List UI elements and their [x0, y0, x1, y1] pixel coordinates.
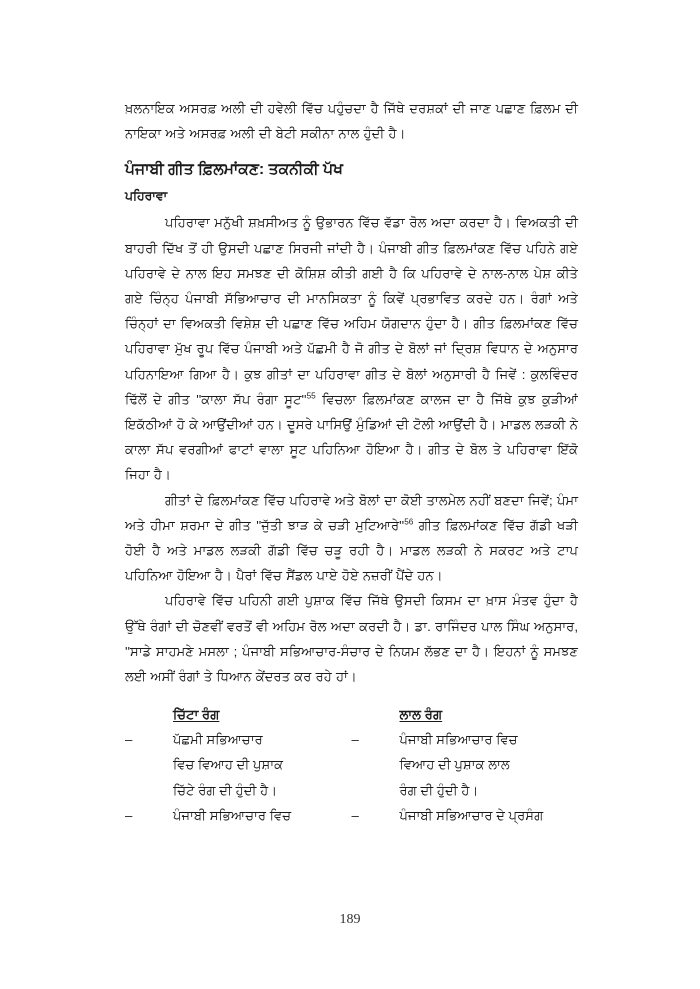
opening-paragraph: ਖ਼ਲਨਾਇਕ ਅਸਰਫ਼ ਅਲੀ ਦੀ ਹਵੇਲੀ ਵਿੱਚ ਪਹੁੰਚਦਾ ਹੈ ਜਿੱਥੇ ਦਰਸ਼ਕਾਂ ਦੀ ਜਾਣ ਪਛਾਣ ਫ਼ਿਲਮ ਦੀ ਨਾਇਕਾ ਅਤੇ ਅਸਰਫ਼ ਅਲੀ ਦੀ ਬੇਟੀ ਸਕੀਨਾ ਨਾਲ ਹੁੰਦੀ ਹੈ। — [125, 101, 578, 142]
comparison-header-row — [125, 703, 578, 727]
list-item-red-1 — [352, 727, 579, 803]
footnote-marker-55: 55 — [306, 391, 316, 401]
bullet-dash: – — [125, 732, 133, 748]
page-content — [125, 96, 578, 828]
section-subheading: ਪਹਿਰਾਵਾ — [125, 189, 168, 204]
list-line: ਵਿਆਹ ਦੀ ਪੁਸ਼ਾਕ ਲਾਲ — [399, 757, 510, 773]
paragraph-1-text-a: ਪਹਿਰਾਵਾ ਮਨੁੱਖੀ ਸ਼ਖ਼ਸੀਅਤ ਨੂੰ ਉਭਾਰਨ ਵਿੱਚ ਵੱਡਾ ਰੋਲ ਅਦਾ ਕਰਦਾ ਹੈ। ਵਿਅਕਤੀ ਦੀ ਬਾਹਰੀ ਦਿੱਖ ਤੋਂ ਹੀ ਉਸਦੀ ਪਛਾਣ ਸਿਰਜੀ ਜਾਂਦੀ ਹੈ। ਪੰਜਾਬੀ ਗੀਤ ਫ਼ਿਲਮਾਂਕਣ ਵਿੱਚ ਪਹਿਨੇ ਗਏ ਪਹਿਰਾਵੇ ਦੇ ਨਾਲ ਇਹ ਸਮਝਣ ਦੀ ਕੋਸ਼ਿਸ਼ ਕੀਤੀ ਗਈ ਹੈ ਕਿ ਪਹਿਰਾਵੇ ਦੇ ਨਾਲ-ਨਾਲ ਪੇਸ਼ ਕੀਤੇ ਗਏ ਚਿੰਨ੍ਹ ਪੰਜਾਬੀ ਸੱਭਿਆਚਾਰ ਦੀ ਮਾਨਸਿਕਤਾ ਨੂੰ ਕਿਵੇਂ ਪ੍ਰਭਾਵਿਤ ਕਰਦੇ ਹਨ। ਰੰਗਾਂ ਅਤੇ ਚਿੰਨ੍ਹਾਂ ਦਾ ਵਿਅਕਤੀ ਵਿਸ਼ੇਸ਼ ਦੀ ਪਛਾਣ ਵਿੱਚ ਅਹਿਮ ਯੋਗਦਾਨ ਹੁੰਦਾ ਹੈ। ਗੀਤ ਫ਼ਿਲਮਾਂਕਣ ਵਿੱਚ ਪਹਿਰਾਵਾ ਮੁੱਖ ਰੂਪ ਵਿੱਚ ਪੰਜਾਬੀ ਅਤੇ ਪੱਛਮੀ ਹੈ ਜੋ ਗੀਤ ਦੇ ਬੋਲਾਂ ਜਾਂ ਦ੍ਰਿਸ਼ ਵਿਧਾਨ ਦੇ ਅਨੁਸਾਰ ਪਹਿਨਾਇਆ ਗਿਆ ਹੈ। ਕੁਝ ਗੀਤਾਂ ਦਾ ਪਹਿਰਾਵਾ ਗੀਤ ਦੇ ਬੋਲਾਂ ਅਨੁਸਾਰੀ ਹੈ ਜਿਵੇਂ : ਕੁਲਵਿੰਦਰ ਢਿੱਲੋਂ ਦੇ ਗੀਤ ''ਕਾਲਾ ਸੱਪ ਰੰਗਾ ਸੂਟ'' — [125, 215, 578, 407]
color-comparison-table — [125, 703, 578, 828]
footnote-marker-56: 56 — [404, 517, 414, 527]
bullet-dash: – — [351, 807, 359, 823]
list-item-white-1-text — [173, 727, 352, 803]
list-item-white-1 — [125, 727, 352, 803]
body-paragraph-1 — [125, 210, 578, 487]
list-item-red-2-text — [400, 803, 579, 828]
paragraph-2-text-a: ਗੀਤਾਂ ਦੇ ਫ਼ਿਲਮਾਂਕਣ ਵਿੱਚ ਪਹਿਰਾਵੇ ਅਤੇ ਬੋਲਾਂ ਦਾ ਕੋਈ ਤਾਲਮੇਲ ਨਹੀਂ ਬਣਦਾ ਜਿਵੇਂ; ਪੰਮਾ ਅਤੇ ਹੀਮਾ ਸ਼ਰਮਾ ਦੇ ਗੀਤ ''ਜੁੱਤੀ ਝਾੜ ਕੇ ਚੜੀ ਮੁਟਿਆਰੇ'' — [125, 492, 578, 533]
body-paragraph-2 — [125, 488, 578, 589]
page-number: 189 — [339, 912, 361, 927]
list-line: ਪੰਜਾਬੀ ਸਭਿਆਚਾਰ ਵਿਚ — [173, 807, 292, 823]
list-line: ਪੰਜਾਬੀ ਸਭਿਆਚਾਰ ਦੇ ਪ੍ਰਸੰਗ — [399, 807, 544, 823]
column-header-red-label: ਲਾਲ ਰੰਗ — [399, 707, 443, 723]
body-paragraph-3: ਪਹਿਰਾਵੇ ਵਿੱਚ ਪਹਿਨੀ ਗਈ ਪੁਸ਼ਾਕ ਵਿੱਚ ਜਿੱਥੇ ਉਸਦੀ ਕਿਸਮ ਦਾ ਖ਼ਾਸ ਮੰਤਵ ਹੁੰਦਾ ਹੈ ਉੱਥੇ ਰੰਗਾਂ ਦੀ ਚੋਣਵੀਂ ਵਰਤੋਂ ਵੀ ਅਹਿਮ ਰੋਲ ਅਦਾ ਕਰਦੀ ਹੈ। ਡਾ. ਰਾਜਿੰਦਰ ਪਾਲ ਸਿੰਘ ਅਨੁਸਾਰ, ''ਸਾਡੇ ਸਾਹਮਣੇ ਮਸਲਾ ; ਪੰਜਾਬੀ ਸਭਿਆਚਾਰ-ਸੰਚਾਰ ਦੇ ਨਿਯਮ ਲੱਭਣ ਦਾ ਹੈ। ਇਹਨਾਂ ਨੂੰ ਸਮਝਣ ਲਈ ਅਸੀਂ ਰੰਗਾਂ ਤੇ ਧਿਆਨ ਕੇਂਦਰਤ ਕਰ ਰਹੇ ਹਾਂ। — [125, 593, 578, 685]
list-line: ਪੱਛਮੀ ਸਭਿਆਚਾਰ — [173, 732, 263, 748]
list-line: ਪੰਜਾਬੀ ਸਭਿਆਚਾਰ ਵਿਚ — [399, 732, 518, 748]
list-line: ਰੰਗ ਦੀ ਹੁੰਦੀ ਹੈ। — [399, 782, 479, 798]
paragraph-2-text-b: ਗੀਤ ਫ਼ਿਲਮਾਂਕਣ ਵਿੱਚ ਗੱਡੀ ਖੜੀ ਹੋਈ ਹੈ ਅਤੇ ਮਾਡਲ ਲੜਕੀ ਗੱਡੀ ਵਿੱਚ ਚੜੂ ਰਹੀ ਹੈ। ਮਾਡਲ ਲੜਕੀ ਨੇ ਸਕਰਟ ਅਤੇ ਟਾਪ ਪਹਿਨਿਆ ਹੋਇਆ ਹੈ। ਪੈਰਾਂ ਵਿੱਚ ਸੈਂਡਲ ਪਾਏ ਹੋਏ ਨਜ਼ਰੀਂ ਪੈਂਦੇ ਹਨ। — [125, 517, 578, 584]
paragraph-1-text-b: ਵਿਚਲਾ ਫ਼ਿਲਮਾਂਕਣ ਕਾਲਜ ਦਾ ਹੈ ਜਿੱਥੇ ਕੁਝ ਕੁੜੀਆਂ ਇਕੱਠੀਆਂ ਹੋ ਕੇ ਆਉਂਦੀਆਂ ਹਨ। ਦੂਸਰੇ ਪਾਸਿਉਂ ਮੁੰਡਿਆਂ ਦੀ ਟੋਲੀ ਆਉਂਦੀ ਹੈ। ਮਾਡਲ ਲੜਕੀ ਨੇ ਕਾਲਾ ਸੱਪ ਵਰਗੀਆਂ ਫਾਟਾਂ ਵਾਲਾ ਸੂਟ ਪਹਿਨਿਆ ਹੋਇਆ ਹੈ। ਗੀਤ ਦੇ ਬੋਲ ਤੇ ਪਹਿਰਾਵਾ ਇੱਕੋ ਜਿਹਾ ਹੈ। — [125, 391, 578, 483]
list-item-white-2-text — [173, 803, 352, 828]
list-item-white-2 — [125, 803, 352, 828]
list-line: ਵਿਚ ਵਿਆਹ ਦੀ ਪੁਸ਼ਾਕ — [173, 757, 284, 773]
list-line: ਚਿੱਟੇ ਰੰਗ ਦੀ ਹੁੰਦੀ ਹੈ। — [173, 782, 278, 798]
list-item-red-2 — [352, 803, 579, 828]
table-row — [125, 727, 578, 803]
column-header-white-label: ਚਿੱਟਾ ਰੰਗ — [173, 707, 220, 723]
section-heading: ਪੰਜਾਬੀ ਗੀਤ ਫ਼ਿਲਮਾਂਕਣ: ਤਕਨੀਕੀ ਪੱਖ — [125, 161, 344, 179]
list-item-red-1-text — [400, 727, 579, 803]
bullet-dash: – — [351, 732, 359, 748]
column-header-white — [125, 703, 352, 727]
column-header-red — [352, 703, 579, 727]
bullet-dash: – — [125, 807, 133, 823]
table-row — [125, 803, 578, 828]
